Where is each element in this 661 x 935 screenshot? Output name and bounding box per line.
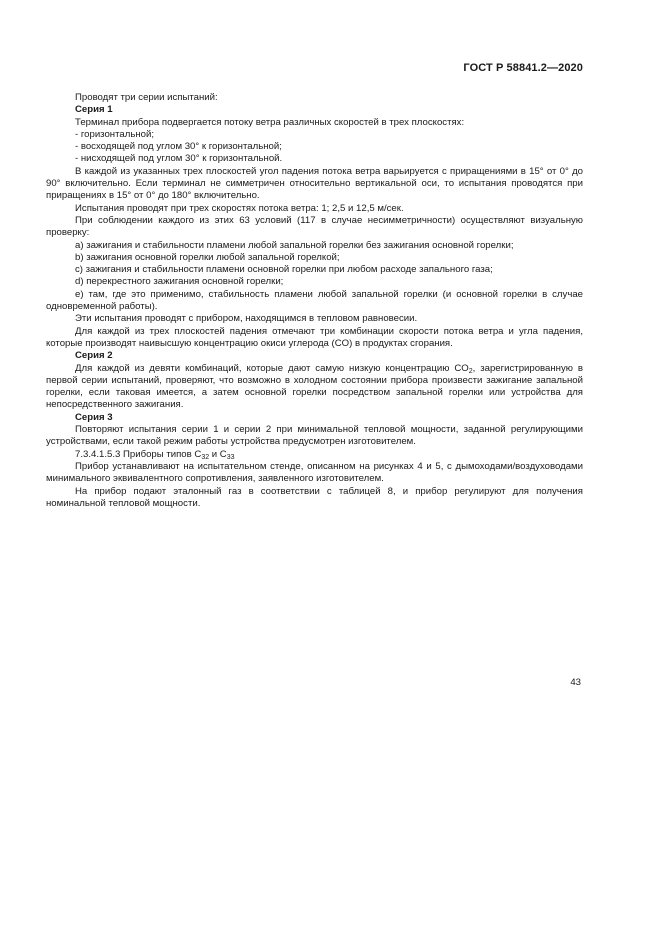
paragraph: Прибор устанавливают на испытательном стенде, описанном на рисунках 4 и 5, с дымоходами/воздуховодами минимального эквивалентного сопротивления, заявленного изготовителем. bbox=[46, 460, 583, 485]
paragraph: В каждой из указанных трех плоскостей угол падения потока ветра варьируется с приращениями в 15° от 0° до 90° включительно. Если терминал не симметричен относительно вертикальной оси, то испытания проводятся при приращениях в 15° от 0° до 180° включительно. bbox=[46, 165, 583, 202]
list-item: c) зажигания и стабильности пламени основной горелки при любом расходе запального газа; bbox=[75, 264, 493, 276]
document-body bbox=[46, 92, 583, 510]
paragraph: Эти испытания проводят с прибором, находящимся в тепловом равновесии. bbox=[75, 313, 418, 325]
list-item: - нисходящей под углом 30° к горизонтальной. bbox=[75, 153, 283, 165]
paragraph: Терминал прибора подвергается потоку ветра различных скоростей в трех плоскостях: bbox=[75, 116, 465, 128]
paragraph: Испытания проводят при трех скоростях потока ветра: 1; 2,5 и 12,5 м/сек. bbox=[75, 202, 404, 214]
section-heading: Серия 3 bbox=[75, 411, 113, 423]
paragraph-text: , зарегистрированную в первой серии испытаний, проверяют, что возможно в холодном состоянии прибора произвести зажигание запальной горелки, если таковая имеется, а затем основной горелки посредством запальной горелки или устройства для непосредственного зажигания. bbox=[46, 362, 583, 411]
list-item: e) там, где это применимо, стабильность пламени любой запальной горелки (и основной горелки в случае одновременной работы). bbox=[46, 288, 583, 313]
list-item: a) зажигания и стабильности пламени любой запальной горелки без зажигания основной горелки; bbox=[75, 239, 514, 251]
section-heading: Серия 1 bbox=[75, 104, 113, 116]
subscript: 33 bbox=[226, 453, 235, 461]
subscript: 32 bbox=[201, 453, 210, 461]
paragraph bbox=[46, 363, 583, 412]
list-item: - восходящей под углом 30° к горизонтальной; bbox=[75, 141, 282, 153]
document-header: ГОСТ Р 58841.2—2020 bbox=[463, 62, 583, 74]
clause-text: и C bbox=[209, 448, 227, 460]
list-item: b) зажигания основной горелки любой запальной горелкой; bbox=[75, 251, 340, 263]
section-heading: Серия 2 bbox=[75, 350, 113, 362]
subscript: 2 bbox=[468, 367, 473, 375]
page-number: 43 bbox=[570, 677, 581, 688]
paragraph: При соблюдении каждого из этих 63 условий (117 в случае несимметричности) осуществляют визуальную проверку: bbox=[46, 214, 583, 239]
paragraph: Проводят три серии испытаний: bbox=[75, 92, 218, 103]
clause-heading bbox=[46, 449, 583, 461]
list-item: - горизонтальной; bbox=[75, 128, 154, 140]
paragraph: Для каждой из трех плоскостей падения отмечают три комбинации скорости потока ветра и угла падения, которые производят наивысшую концентрацию окиси углерода (CO) в продуктах сгорания. bbox=[46, 325, 583, 349]
paragraph: Повторяют испытания серии 1 и серии 2 при минимальной тепловой мощности, заданной регулирующими устройствами, если такой режим работы устройства предусмотрен изготовителем. bbox=[46, 424, 583, 448]
paragraph-text: Для каждой из девяти комбинаций, которые дают самую низкую концентрацию CO bbox=[75, 362, 469, 374]
clause-text: 7.3.4.1.5.3 Приборы типов C bbox=[75, 448, 202, 460]
list-item: d) перекрестного зажигания основной горелки; bbox=[75, 276, 284, 288]
paragraph: На прибор подают эталонный газ в соответствии с таблицей 8, и прибор регулируют для получения номинальной тепловой мощности. bbox=[46, 485, 583, 509]
